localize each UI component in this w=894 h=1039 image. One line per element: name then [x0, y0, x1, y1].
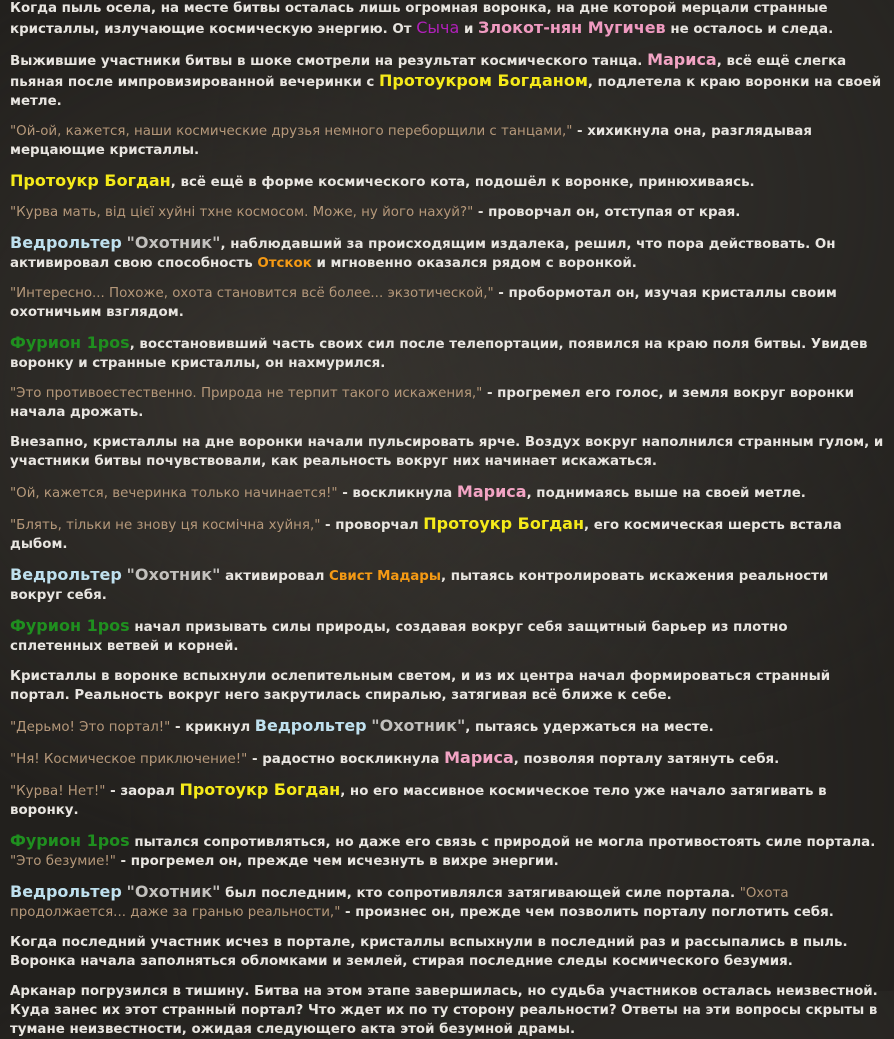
paragraph	[10, 233, 884, 273]
character-name-bogdan: Протоукр Богдан	[179, 780, 341, 799]
dialogue-quote: "Курва! Нет!"	[10, 784, 106, 799]
paragraph	[10, 333, 884, 373]
paragraph	[10, 384, 884, 422]
narration-text: , подлетела к краю воронки на своей метле.	[10, 75, 882, 109]
dialogue-quote: "Курва мать, від цієї хуйні тхне космосом. Може, ну його нахуй?"	[10, 205, 474, 220]
paragraph	[10, 122, 884, 160]
dialogue-quote: "Это безумие!"	[10, 854, 116, 869]
paragraph	[10, 284, 884, 322]
narration-text: , всё ещё слегка пьяная после импровизированной вечеринки с	[10, 54, 847, 90]
narration-text: , его космическая шерсть встала дыбом.	[10, 518, 842, 552]
skill-name: Отскок	[257, 256, 312, 271]
paragraph	[10, 882, 884, 922]
character-name-hunter: Ведрольтер	[10, 565, 122, 584]
character-name-bogdan: Протоукр Богдан	[423, 514, 584, 533]
character-name-sych: Сыча	[416, 18, 460, 37]
character-name-bogdan: Протоукр Богдан	[10, 171, 171, 190]
narration-text: , но его массивное космическое тело уже начало затягивать в воронку.	[10, 784, 827, 818]
narration-text: - крикнул	[170, 720, 255, 735]
narration-text: и	[459, 22, 478, 37]
narration-text: , пытаясь удержаться на месте.	[465, 720, 714, 735]
narration-text: Кристаллы в воронке вспыхнули ослепительным светом, и из их центра начал формироваться странный портал. Реальность вокруг него закрутилась спиралью, затягивая всё ближе к себе.	[10, 669, 831, 703]
narration-text: - проворчал он, отступая от края.	[473, 205, 741, 220]
paragraph	[10, 716, 884, 737]
narration-text: Выжившие участники битвы в шоке смотрели на результат космического танца.	[10, 54, 648, 69]
dialogue-quote: "Ой, кажется, вечеринка только начинается!"	[10, 486, 338, 501]
character-name-zlokot: Злокот-нян Мугичев	[478, 18, 666, 37]
paragraph	[10, 667, 884, 705]
narration-text: - хихикнула она, разглядывая мерцающие кристаллы.	[10, 124, 812, 158]
character-name-furion: Фурион 1pos	[10, 333, 130, 352]
paragraph	[10, 514, 884, 554]
narration-text: , поднимаясь выше на своей метле.	[526, 486, 806, 501]
paragraph	[10, 433, 884, 471]
paragraph	[10, 171, 884, 192]
narration-text: и мгновенно оказался рядом с воронкой.	[311, 256, 637, 271]
paragraph	[10, 0, 884, 39]
paragraph	[10, 982, 884, 1039]
dialogue-quote: "Блять, тільки не знову ця космічна хуйня,"	[10, 518, 321, 533]
character-name-hunter: Ведрольтер	[254, 716, 367, 735]
paragraph	[10, 482, 884, 503]
narration-text: , восстановивший часть своих сил после телепортации, появился на краю поля битвы. Увидев воронку и странные кристаллы, он нахмурился.	[10, 337, 868, 371]
narration-text: не осталось и следа.	[665, 22, 834, 37]
narration-text: пытался сопротивляться, но даже его связь с природой не могла противостоять силе портала.	[129, 835, 876, 850]
narration-text: Когда пыль осела, на месте битвы осталась лишь огромная воронка, на дне которой мерцали странные кристаллы, излучающие космическую энергию. От	[10, 1, 828, 37]
dialogue-quote: "Охота продолжается... даже за гранью реальности,"	[10, 886, 789, 920]
narration-text: начал призывать силы природы, создавая вокруг себя защитный барьер из плотно сплетенных ветвей и корней.	[10, 620, 788, 654]
character-nickname-hunter: "Охотник"	[126, 565, 221, 584]
character-nickname-hunter: "Охотник"	[126, 233, 221, 252]
narration-text: Арканар погрузился в тишину. Битва на этом этапе завершилась, но судьба участников осталась неизвестной. Куда занес их этот странный портал? Что ждет их по ту сторону реальности? Ответы на эти вопросы скрыты в тумане неизвестности, ожидая следующего акта этой безумной драмы.	[10, 984, 878, 1037]
character-name-furion: Фурион 1pos	[10, 831, 130, 850]
character-name-bogdan: Протоукром Богданом	[379, 71, 588, 90]
narration-text: - пробормотал он, изучая кристаллы своим охотничьим взглядом.	[10, 286, 837, 320]
character-nickname-hunter: "Охотник"	[126, 882, 221, 901]
character-name-marisa: Мариса	[456, 482, 527, 501]
paragraph	[10, 203, 884, 222]
narration-text: - радостно воскликнула	[247, 752, 445, 767]
character-name-marisa: Мариса	[647, 50, 717, 69]
paragraph	[10, 616, 884, 656]
narration-text: , позволяя порталу затянуть себя.	[513, 752, 780, 767]
narration-text: , наблюдавший за происходящим издалека, решил, что пора действовать. Он активировал свою способность	[10, 237, 836, 271]
narration-text: - заорал	[105, 784, 180, 799]
character-name-marisa: Мариса	[444, 748, 514, 767]
narration-text: - воскликнула	[337, 486, 457, 501]
paragraph	[10, 50, 884, 111]
narration-text: - прогремел он, прежде чем исчезнуть в вихре энергии.	[115, 854, 559, 869]
narration-text: - произнес он, прежде чем позволить порталу поглотить себя.	[340, 905, 834, 920]
character-name-hunter: Ведрольтер	[10, 233, 122, 252]
narration-text: активировал	[220, 569, 330, 584]
dialogue-quote: "Это противоестественно. Природа не терпит такого искажения,"	[10, 386, 483, 401]
character-nickname-hunter: "Охотник"	[371, 716, 466, 735]
dialogue-quote: "Дерьмо! Это портал!"	[10, 720, 171, 735]
paragraph	[10, 565, 884, 605]
paragraph	[10, 748, 884, 769]
narration-text: - проворчал	[320, 518, 424, 533]
narration-text: - прогремел его голос, и земля вокруг воронки начала дрожать.	[10, 386, 855, 420]
character-name-hunter: Ведрольтер	[10, 882, 122, 901]
dialogue-quote: "Ня! Космическое приключение!"	[10, 752, 248, 767]
narration-text: , всё ещё в форме космического кота, подошёл к воронке, принюхиваясь.	[170, 175, 755, 190]
paragraph	[10, 933, 884, 971]
narration-text: , пытаясь контролировать искажения реальности вокруг себя.	[10, 569, 829, 603]
narration-text: Когда последний участник исчез в портале, кристаллы вспыхнули в последний раз и рассыпались в пыль. Воронка начала заполняться обломками и землей, стирая последние следы космического безумия.	[10, 935, 848, 969]
dialogue-quote: "Ой-ой, кажется, наши космические друзья немного переборщили с танцами,"	[10, 124, 573, 139]
narration-text: Внезапно, кристаллы на дне воронки начали пульсировать ярче. Воздух вокруг наполнился странным гулом, и участники битвы почувствовали, как реальность вокруг них начинает искажаться.	[10, 435, 884, 469]
paragraph	[10, 780, 884, 820]
paragraph	[10, 831, 884, 871]
character-name-furion: Фурион 1pos	[10, 616, 130, 635]
narration-text: был последним, кто сопротивлялся затягивающей силе портала.	[220, 886, 740, 901]
dialogue-quote: "Интересно... Похоже, охота становится всё более... экзотической,"	[10, 286, 494, 301]
skill-name: Свист Мадары	[329, 569, 441, 584]
